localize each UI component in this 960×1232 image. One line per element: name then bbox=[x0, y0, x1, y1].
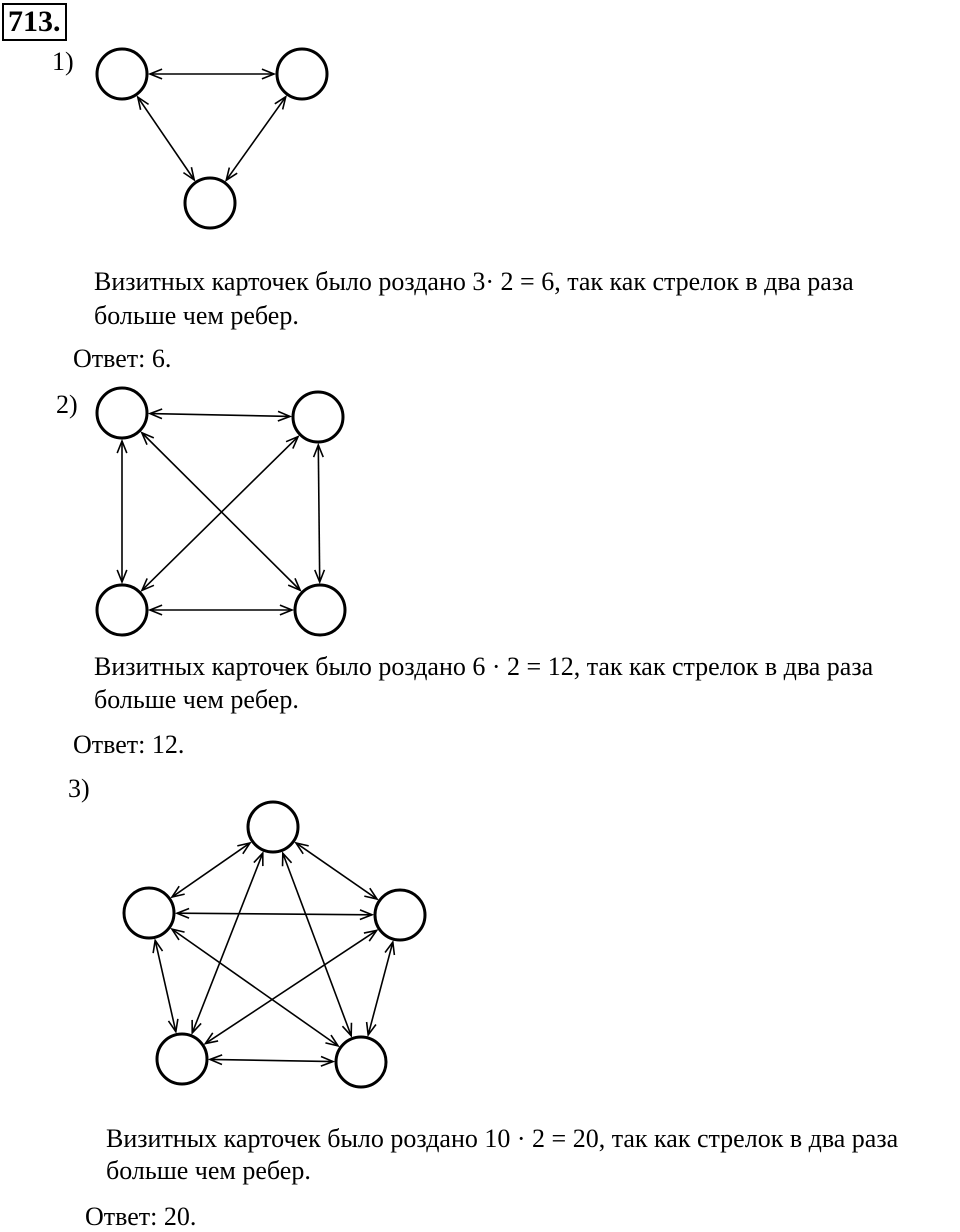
part-3-answer: Ответ: 20. bbox=[85, 1202, 197, 1231]
graph-node-1 bbox=[124, 888, 174, 938]
part-2-explanation-line-1: Визитных карточек было роздано 6 · 2 = 12, так как стрелок в два раза bbox=[94, 652, 874, 681]
part-1-answer: Ответ: 6. bbox=[73, 344, 172, 373]
edge-3-4 bbox=[210, 1059, 333, 1061]
arrowhead-4-1 bbox=[172, 929, 185, 940]
edge-0-3 bbox=[192, 853, 263, 1033]
edge-1-2 bbox=[177, 913, 372, 915]
problem-number: 713. bbox=[2, 3, 67, 41]
graph-node-3 bbox=[157, 1034, 207, 1084]
arrowhead-2-3 bbox=[205, 1033, 218, 1044]
part-2-label: 2) bbox=[56, 390, 78, 419]
graph-node-4 bbox=[336, 1037, 386, 1087]
graph-node-2 bbox=[375, 890, 425, 940]
part-3-label: 3) bbox=[68, 774, 90, 803]
part-1-explanation-line-1: Визитных карточек было роздано 3· 2 = 6, так как стрелок в два раза bbox=[94, 267, 854, 296]
part-3-explanation-line-2: больше чем ребер. bbox=[106, 1156, 311, 1185]
arrowhead-0-1 bbox=[172, 886, 185, 897]
arrowhead-1-0 bbox=[237, 843, 250, 854]
part-3-explanation-line-1: Визитных карточек было роздано 10 · 2 = 20, так как стрелок в два раза bbox=[106, 1124, 899, 1153]
part-1-explanation-line-2: больше чем ребер. bbox=[94, 301, 299, 330]
arrowhead-3-2 bbox=[364, 930, 377, 941]
arrowhead-2-0 bbox=[296, 843, 309, 854]
graph-node-0 bbox=[248, 802, 298, 852]
arrowhead-0-2 bbox=[364, 888, 377, 899]
edge-2-4 bbox=[368, 942, 393, 1035]
edge-1-3 bbox=[155, 940, 176, 1031]
part-1-label: 1) bbox=[52, 47, 74, 76]
part-2-explanation-line-2: больше чем ребер. bbox=[94, 685, 299, 714]
edge-0-1 bbox=[172, 843, 250, 897]
edge-0-2 bbox=[296, 843, 377, 899]
arrowhead-1-4 bbox=[325, 1035, 338, 1046]
edge-0-4 bbox=[283, 853, 351, 1036]
part-2-answer: Ответ: 12. bbox=[73, 730, 185, 759]
